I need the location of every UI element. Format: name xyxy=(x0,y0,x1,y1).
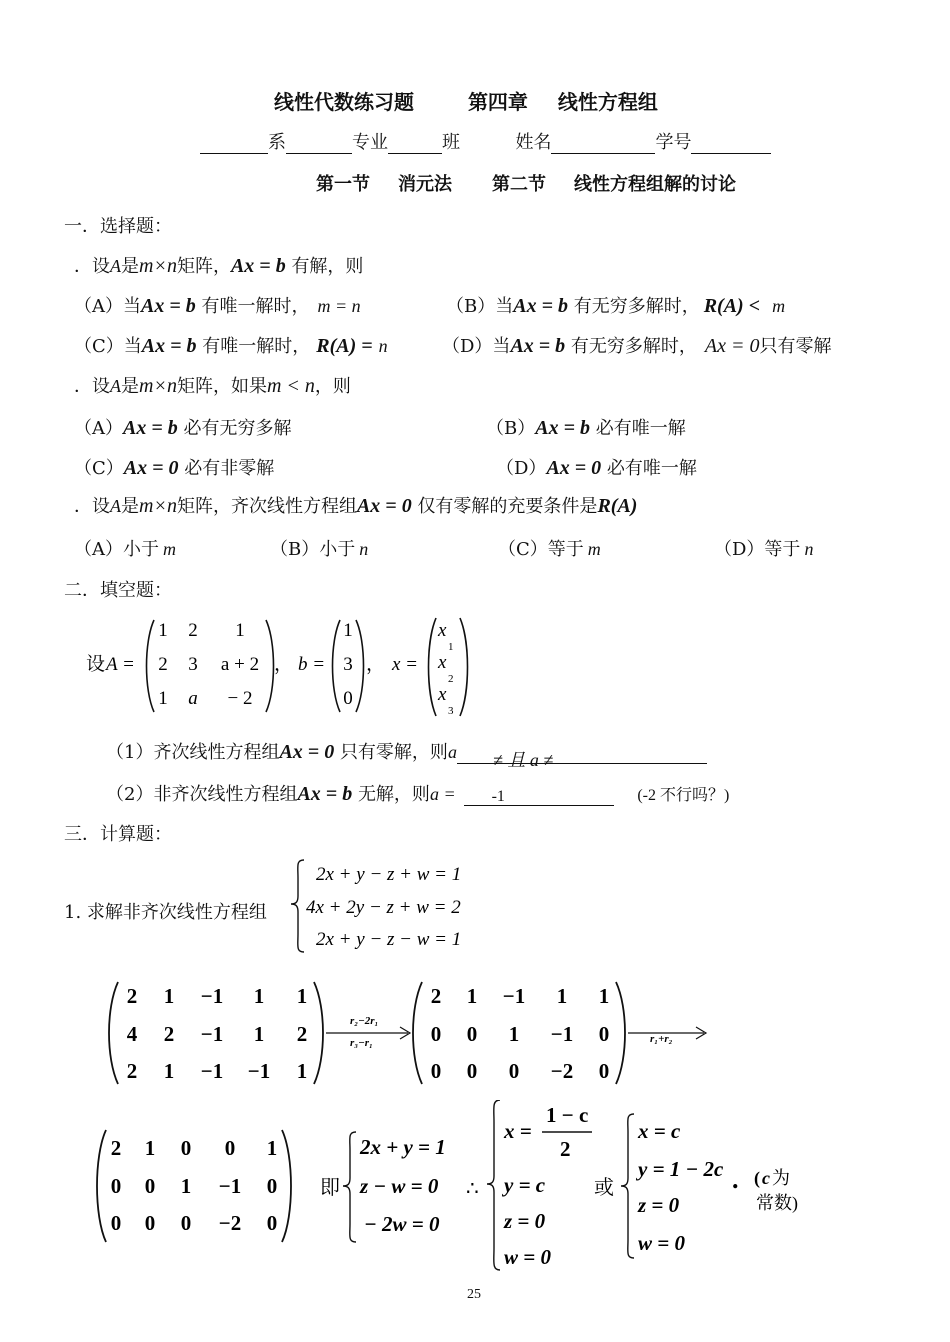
fill-q2-note: (-2 不行吗？) xyxy=(637,787,730,804)
aug1-cell: 2 xyxy=(126,1059,138,1083)
aug2-cell: 2 xyxy=(430,984,442,1008)
sol2-eq: x = c xyxy=(638,1119,681,1143)
aug1-cell: −1 xyxy=(200,1059,224,1083)
id-label: 学号 xyxy=(655,132,692,153)
aug3-cell: −1 xyxy=(218,1174,242,1198)
page-title xyxy=(274,86,658,115)
class-blank[interactable] xyxy=(388,135,442,154)
set-label: 设 xyxy=(86,654,106,675)
aug1-cell: −1 xyxy=(200,1022,224,1046)
q3-is: 是 xyxy=(121,496,139,517)
x-cell: x xyxy=(438,620,447,641)
q2-a-text: 必有无穷多解 xyxy=(183,418,292,439)
fill-q1-text: 只有零解，则 xyxy=(339,742,448,763)
ji-label: 即 xyxy=(320,1177,340,1199)
sol1-brace xyxy=(487,1100,500,1270)
q2-d-eq: Ax = 0 xyxy=(546,457,602,479)
b-right-paren xyxy=(356,620,364,712)
aug3-left-paren xyxy=(97,1130,106,1242)
A-cell: 1 xyxy=(235,620,245,641)
aug1-cell: 1 xyxy=(253,1022,265,1046)
q2-is: 是 xyxy=(121,376,139,397)
note-c: c xyxy=(762,1168,770,1188)
aug3-cell: 0 xyxy=(110,1211,122,1235)
aug2-cell: 0 xyxy=(430,1059,442,1083)
aug1-cell: 2 xyxy=(163,1022,175,1046)
A-left-paren xyxy=(147,620,155,712)
x-sub: 1 xyxy=(448,641,454,653)
aug1-cell: 2 xyxy=(126,984,138,1008)
b-cell: 0 xyxy=(343,688,353,709)
q3-rank: R(A) xyxy=(597,495,638,517)
q2-d-label: （D） xyxy=(496,458,547,479)
sep-2: ， xyxy=(366,654,386,675)
q1-equation: Ax = b xyxy=(230,255,286,277)
aug2-cell: 0 xyxy=(508,1059,520,1083)
sol1-eq: z = 0 xyxy=(504,1209,546,1233)
q2-stem xyxy=(74,372,351,398)
q3-option-b[interactable] xyxy=(270,535,368,561)
aug3-right-paren xyxy=(282,1130,291,1242)
q2-then: ，则 xyxy=(314,376,351,397)
q1-c-eq: Ax = b xyxy=(141,335,197,357)
note-line2: 常数) xyxy=(756,1193,798,1213)
q3-option-d[interactable] xyxy=(714,535,813,561)
arrow1-op-bottom: r₃−r₁ xyxy=(350,1037,373,1049)
fill-q1-answer[interactable]: ≠ 且 a ≠ xyxy=(457,746,707,764)
q1-a-cond: m = n xyxy=(317,296,361,316)
q3-b-label: （B）小于 xyxy=(270,539,356,560)
q3-option-a[interactable] xyxy=(74,535,176,561)
b-cell: 1 xyxy=(343,620,353,641)
A-cell: 1 xyxy=(158,620,168,641)
q1-a-eq: Ax = b xyxy=(141,295,196,317)
q2-lead: ．设 xyxy=(74,376,110,397)
q1-b-eq: Ax = b xyxy=(513,295,568,317)
q1-c-cond: R(A) = xyxy=(316,335,373,357)
q3-c-v: m xyxy=(587,539,601,559)
aug3-cell: 0 xyxy=(180,1136,192,1160)
A-cell: a + 2 xyxy=(220,654,260,675)
note-open: ( xyxy=(754,1168,760,1188)
sol1-x-lhs: x = xyxy=(504,1119,532,1143)
q2-a-eq: Ax = b xyxy=(123,417,178,439)
aug1-cell: −1 xyxy=(200,984,224,1008)
q1-dims: m×n xyxy=(139,255,177,277)
aug1-cell: 1 xyxy=(296,1059,308,1083)
sys2-brace xyxy=(343,1132,356,1242)
q1-option-c[interactable] xyxy=(74,332,388,358)
aug1-cell: 2 xyxy=(296,1022,308,1046)
sol2-brace xyxy=(621,1114,634,1258)
major-label: 专业 xyxy=(352,132,388,153)
aug1-cell: −1 xyxy=(247,1059,271,1083)
aug2-cell: 0 xyxy=(466,1022,478,1046)
x-sub: 2 xyxy=(448,673,454,685)
q2-c-eq: Ax = 0 xyxy=(123,457,179,479)
sol1-x-den: 2 xyxy=(560,1137,571,1161)
A-cell: 1 xyxy=(158,688,168,709)
aug2-cell: 1 xyxy=(466,984,478,1008)
aug1-right-paren xyxy=(314,982,323,1084)
q1-a-label: （A）当 xyxy=(74,296,141,317)
aug3-cell: 0 xyxy=(224,1136,236,1160)
system-eq: 2x + y − z − w = 1 xyxy=(316,929,462,950)
fill-q1-a: a xyxy=(447,742,457,762)
row-reduction xyxy=(106,978,716,1088)
aug3-cell: 0 xyxy=(266,1174,278,1198)
aug3-cell: −2 xyxy=(218,1211,242,1235)
sys2-eq: − 2w = 0 xyxy=(364,1212,440,1236)
aug2-cell: 0 xyxy=(598,1022,610,1046)
id-blank[interactable] xyxy=(691,135,771,154)
fill-q1-prefix: （1）齐次线性方程组 xyxy=(106,742,280,763)
q1-d-eq: Ax = b xyxy=(510,335,566,357)
x-right-paren xyxy=(460,618,468,716)
q2-d-text: 必有唯一解 xyxy=(606,458,697,479)
aug1-cell: 4 xyxy=(126,1022,138,1046)
q1-d-text: 有无穷多解时， xyxy=(570,336,697,357)
sol2-eq: z = 0 xyxy=(638,1193,680,1217)
q3-lead: ．设 xyxy=(74,496,110,517)
name-label: 姓名 xyxy=(515,132,552,153)
q1-c-text: 有唯一解时， xyxy=(202,336,311,357)
fill-q2-text: 无解，则 xyxy=(357,784,430,805)
A-cell: a xyxy=(188,688,198,709)
q3-d-v: n xyxy=(804,539,814,559)
aug2-cell: 1 xyxy=(598,984,610,1008)
aug2-cell: −1 xyxy=(550,1022,574,1046)
sol1-eq: w = 0 xyxy=(504,1245,551,1269)
q3-text: 仅有零解的充要条件是 xyxy=(417,496,598,517)
arrow2-op: r₁+r₂ xyxy=(650,1033,673,1045)
q1-a-text: 有唯一解时， xyxy=(201,296,310,317)
part3-heading: 三．计算题： xyxy=(64,824,172,845)
aug3-cell: 1 xyxy=(180,1174,192,1198)
q1-option-a[interactable] xyxy=(74,292,361,318)
part2-heading: 二．填空题： xyxy=(64,580,172,601)
fill-q2-prefix: （2）非齐次线性方程组 xyxy=(106,784,298,805)
aug3-cell: 0 xyxy=(144,1211,156,1235)
or-label: 或 xyxy=(594,1177,614,1199)
q2-cond: m < n xyxy=(266,375,315,397)
therefore-sign: ∴ xyxy=(466,1178,479,1200)
fill-q2-a: a = xyxy=(429,784,456,804)
aug2-cell: 0 xyxy=(598,1059,610,1083)
aug1-left-paren xyxy=(109,982,118,1084)
q1-b-label: （B）当 xyxy=(446,296,514,317)
period: . xyxy=(732,1165,739,1194)
q1-c-label: （C）当 xyxy=(74,336,142,357)
q1-c-cond2: n xyxy=(378,336,388,356)
A-cell: − 2 xyxy=(227,688,253,709)
b-cell: 3 xyxy=(343,654,353,675)
aug1-cell: 1 xyxy=(253,984,265,1008)
q1-lead: ．设 xyxy=(74,256,110,277)
chapter-title: 线性方程组 xyxy=(557,90,658,114)
q2-option-b[interactable] xyxy=(486,414,686,440)
x-sub: 3 xyxy=(448,705,454,717)
sys2-eq: z − w = 0 xyxy=(360,1174,439,1198)
aug2-cell: 1 xyxy=(508,1022,520,1046)
q3-c-label: （C）等于 xyxy=(498,539,584,560)
q1-is: 是 xyxy=(121,256,139,277)
system-eq: 2x + y − z + w = 1 xyxy=(316,864,462,885)
q3-dims: m×n xyxy=(139,495,177,517)
q3-matrix-A: A xyxy=(110,496,121,516)
aug2-right-paren xyxy=(616,982,625,1084)
b-label: b = xyxy=(298,654,326,675)
section1-label: 第一节 xyxy=(316,174,370,195)
q1-stem xyxy=(74,252,363,278)
q3-option-c[interactable] xyxy=(498,535,601,561)
aug2-cell: −2 xyxy=(550,1059,574,1083)
sol2-eq: w = 0 xyxy=(638,1231,685,1255)
q1-matrix-word: 矩阵， xyxy=(176,256,231,277)
sys2-eq: 2x + y = 1 xyxy=(360,1135,446,1159)
section2-title: 线性方程组解的讨论 xyxy=(574,174,736,195)
q1-d-tail: 只有零解 xyxy=(759,336,832,357)
q2-matrix-word: 矩阵，如果 xyxy=(176,376,267,397)
aug1-cell: 1 xyxy=(163,984,175,1008)
q2-matrix-A: A xyxy=(110,376,121,396)
A-cell: 3 xyxy=(188,654,198,675)
q2-a-label: （A） xyxy=(74,418,123,439)
q2-option-c[interactable] xyxy=(74,454,274,480)
aug2-cell: 0 xyxy=(466,1059,478,1083)
dept-label: 系 xyxy=(268,132,286,153)
aug2-cell: −1 xyxy=(502,984,526,1008)
arrow1-op-top: r₂−2r₁ xyxy=(350,1015,379,1027)
sol1-eq: y = c xyxy=(504,1173,546,1197)
aug3-cell: 1 xyxy=(266,1136,278,1160)
solution-block xyxy=(94,1100,814,1272)
part1-heading: 一．选择题： xyxy=(64,216,172,237)
q1-d-cond: Ax = 0 xyxy=(704,335,760,357)
A-cell: 2 xyxy=(188,620,198,641)
q3-a-v: m xyxy=(163,539,176,559)
student-info-line xyxy=(200,128,771,154)
x-cell: x xyxy=(438,684,447,705)
q3-a-label: （A）小于 xyxy=(74,539,159,560)
page-number: 25 xyxy=(467,1287,481,1302)
aug2-left-paren xyxy=(413,982,422,1084)
q2-option-d[interactable] xyxy=(496,454,697,480)
aug1-cell: 1 xyxy=(296,984,308,1008)
aug3-cell: 0 xyxy=(144,1174,156,1198)
system-brace xyxy=(291,860,304,952)
part2-matrices xyxy=(80,612,480,720)
A-label: A = xyxy=(106,654,135,675)
aug3-cell: 1 xyxy=(144,1136,156,1160)
aug3-cell: 2 xyxy=(110,1136,122,1160)
q2-b-text: 必有唯一解 xyxy=(595,418,686,439)
q3-b-v: n xyxy=(359,539,369,559)
fill-q2-answer[interactable]: -1 xyxy=(464,788,614,806)
sol1-x-num: 1 − c xyxy=(546,1103,589,1127)
A-right-paren xyxy=(266,620,274,712)
q2-option-a[interactable] xyxy=(74,414,291,440)
title-text: 线性代数练习题 xyxy=(274,90,414,114)
x-label: x = xyxy=(392,654,419,675)
name-blank[interactable] xyxy=(551,135,655,154)
q1-option-b[interactable] xyxy=(446,292,785,318)
chapter-label: 第四章 xyxy=(467,90,528,114)
section1-title: 消元法 xyxy=(398,174,452,195)
x-left-paren xyxy=(429,618,437,716)
aug2-cell: 1 xyxy=(556,984,568,1008)
sol2-eq: y = 1 − 2c xyxy=(638,1157,724,1181)
q2-c-text: 必有非零解 xyxy=(184,458,275,479)
q1-matrix-A: A xyxy=(110,256,121,276)
q1-has-solution: 有解，则 xyxy=(291,256,364,277)
aug2-cell: 0 xyxy=(430,1022,442,1046)
aug3-cell: 0 xyxy=(180,1211,192,1235)
section-line xyxy=(316,170,736,196)
section2-label: 第二节 xyxy=(492,174,546,195)
q1-option-d[interactable] xyxy=(442,332,832,358)
class-label: 班 xyxy=(442,132,460,153)
A-cell: 2 xyxy=(158,654,168,675)
aug3-cell: 0 xyxy=(266,1211,278,1235)
sep-1: ， xyxy=(274,654,294,675)
calc-q1-label: 1. 求解非齐次线性方程组 xyxy=(64,902,267,923)
q1-b-text: 有无穷多解时， xyxy=(573,296,700,317)
q2-b-label: （B） xyxy=(486,418,536,439)
b-left-paren xyxy=(333,620,341,712)
fill-q1-eq: Ax = 0 xyxy=(279,741,335,763)
fill-q1 xyxy=(106,738,707,770)
aug1-cell: 1 xyxy=(163,1059,175,1083)
major-blank[interactable] xyxy=(286,135,352,154)
dept-blank[interactable] xyxy=(200,135,268,154)
q3-eq: Ax = 0 xyxy=(356,495,412,517)
q3-matrix-word: 矩阵，齐次线性方程组 xyxy=(176,496,357,517)
q2-b-eq: Ax = b xyxy=(535,417,590,439)
fill-q2-eq: Ax = b xyxy=(297,783,353,805)
aug3-cell: 0 xyxy=(110,1174,122,1198)
q2-dims: m×n xyxy=(139,375,177,397)
q3-d-label: （D）等于 xyxy=(714,539,801,560)
q2-c-label: （C） xyxy=(74,458,124,479)
x-cell: x xyxy=(438,652,447,673)
q3-stem xyxy=(74,492,637,518)
system-eq: 4x + 2y − z + w = 2 xyxy=(306,897,461,918)
fill-q2 xyxy=(106,780,729,806)
q1-d-label: （D）当 xyxy=(442,336,511,357)
q1-b-cond2: m xyxy=(772,296,786,316)
q1-b-cond: R(A) < xyxy=(703,295,761,317)
linear-system xyxy=(290,856,490,956)
note-wei: 为 xyxy=(772,1168,790,1188)
